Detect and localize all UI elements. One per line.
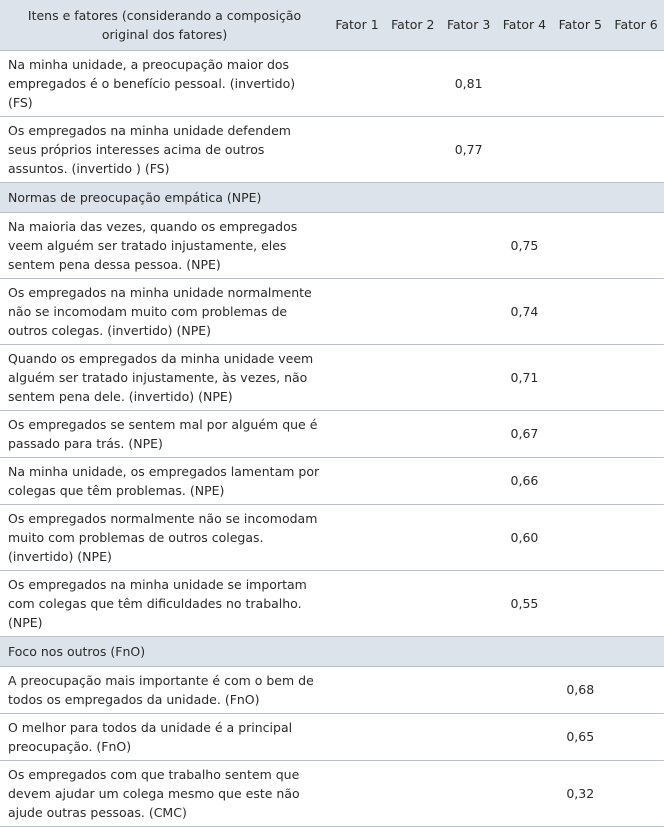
loading-fator-6 xyxy=(608,278,664,344)
table-row xyxy=(0,410,664,457)
header-fator-5: Fator 5 xyxy=(558,17,602,33)
loading-fator-4 xyxy=(497,50,553,116)
table-row xyxy=(0,212,664,278)
item-text: Na maioria das vezes, quando os empregados veem alguém ser tratado injustamente, eles sentem pena dessa pessoa. (NPE) xyxy=(8,218,298,272)
loading-fator-1 xyxy=(329,116,385,182)
loading-fator-5 xyxy=(552,50,608,116)
table-row xyxy=(0,570,664,636)
loading-fator-6 xyxy=(608,570,664,636)
loading-fator-5 xyxy=(552,116,608,182)
header-fator-4: Fator 4 xyxy=(502,17,547,33)
table-row xyxy=(0,278,664,344)
loading-fator-4: 0,67 xyxy=(510,426,539,441)
loading-fator-4 xyxy=(497,116,553,182)
loading-fator-1 xyxy=(329,760,385,826)
loading-fator-2 xyxy=(385,457,441,504)
loading-fator-4: 0,66 xyxy=(510,473,539,488)
table-body xyxy=(0,50,664,826)
loading-fator-5 xyxy=(552,410,608,457)
item-text: Os empregados na minha unidade defendem seus próprios interesses acima de outros assuntos. (invertido ) (FS) xyxy=(8,122,291,176)
loading-fator-1 xyxy=(329,50,385,116)
header-fator-2: Fator 2 xyxy=(391,17,435,33)
item-text: Na minha unidade, os empregados lamentam por colegas que têm problemas. (NPE) xyxy=(8,463,320,498)
loading-fator-6 xyxy=(608,504,664,570)
header-fator-1: Fator 1 xyxy=(335,17,379,33)
loading-fator-5 xyxy=(552,457,608,504)
loading-fator-5: 0,32 xyxy=(566,785,595,801)
loading-fator-1 xyxy=(329,570,385,636)
loading-fator-4: 0,74 xyxy=(510,303,539,319)
table-row xyxy=(0,116,664,182)
loading-fator-4: 0,71 xyxy=(510,369,539,385)
loading-fator-6 xyxy=(608,116,664,182)
loading-fator-3: 0,77 xyxy=(454,141,483,157)
loading-fator-4: 0,60 xyxy=(510,529,539,545)
loading-fator-4: 0,75 xyxy=(510,237,539,253)
item-text: Quando os empregados da minha unidade veem alguém ser tratado injustamente, às vezes, não sentem pena dele. (invertido) (NPE) xyxy=(8,350,314,404)
loading-fator-2 xyxy=(385,504,441,570)
loading-fator-3 xyxy=(441,344,497,410)
item-text: Os empregados com que trabalho sentem que devem ajudar um colega mesmo que este não ajude outras pessoas. (CMC) xyxy=(8,766,300,820)
header-row xyxy=(0,0,664,50)
header-items: Itens e fatores (considerando a composição original dos fatores) xyxy=(27,7,302,42)
table-row xyxy=(0,713,664,760)
loading-fator-1 xyxy=(329,457,385,504)
loading-fator-3 xyxy=(441,570,497,636)
loading-fator-2 xyxy=(385,278,441,344)
loading-fator-4 xyxy=(497,713,553,760)
item-text: O melhor para todos da unidade é a principal preocupação. (FnO) xyxy=(8,719,293,754)
loading-fator-5: 0,65 xyxy=(566,729,595,744)
loading-fator-6 xyxy=(608,410,664,457)
loading-fator-3 xyxy=(441,457,497,504)
loading-fator-3 xyxy=(441,666,497,713)
loading-fator-4 xyxy=(497,666,553,713)
loading-fator-3 xyxy=(441,410,497,457)
loading-fator-1 xyxy=(329,212,385,278)
loading-fator-5 xyxy=(552,212,608,278)
loading-fator-3 xyxy=(441,760,497,826)
section-label: Foco nos outros (FnO) xyxy=(8,643,146,659)
loading-fator-6 xyxy=(608,713,664,760)
loading-fator-1 xyxy=(329,666,385,713)
loading-fator-4 xyxy=(497,760,553,826)
loading-fator-2 xyxy=(385,116,441,182)
loading-fator-1 xyxy=(329,278,385,344)
item-text: Na minha unidade, a preocupação maior dos empregados é o benefício pessoal. (invertido) (FS) xyxy=(8,56,296,110)
header-fator-3: Fator 3 xyxy=(446,17,491,33)
table-row xyxy=(0,50,664,116)
loading-fator-6 xyxy=(608,666,664,713)
loading-fator-2 xyxy=(385,760,441,826)
loading-fator-1 xyxy=(329,410,385,457)
loading-fator-2 xyxy=(385,50,441,116)
section-row xyxy=(0,636,664,666)
loading-fator-4: 0,55 xyxy=(510,595,539,611)
loading-fator-3 xyxy=(441,713,497,760)
table-header xyxy=(0,0,664,50)
loading-fator-1 xyxy=(329,344,385,410)
loading-fator-5 xyxy=(552,344,608,410)
item-text: Os empregados na minha unidade se importam com colegas que têm dificuldades no trabalho. (NPE) xyxy=(8,576,307,630)
loading-fator-5 xyxy=(552,278,608,344)
loading-fator-5 xyxy=(552,504,608,570)
loading-fator-5 xyxy=(552,570,608,636)
table-row xyxy=(0,457,664,504)
section-label: Normas de preocupação empática (NPE) xyxy=(8,189,262,205)
item-text: Os empregados na minha unidade normalmente não se incomodam muito com problemas de outros colegas. (invertido) (NPE) xyxy=(8,284,312,338)
loading-fator-3 xyxy=(441,504,497,570)
loading-fator-6 xyxy=(608,760,664,826)
loading-fator-6 xyxy=(608,344,664,410)
table-row xyxy=(0,760,664,826)
loading-fator-1 xyxy=(329,504,385,570)
table-row xyxy=(0,504,664,570)
table-row xyxy=(0,666,664,713)
item-text: Os empregados normalmente não se incomodam muito com problemas de outros colegas. (invertido) (NPE) xyxy=(8,510,318,564)
loading-fator-2 xyxy=(385,410,441,457)
loading-fator-2 xyxy=(385,344,441,410)
loading-fator-3 xyxy=(441,278,497,344)
loading-fator-3 xyxy=(441,212,497,278)
loading-fator-6 xyxy=(608,212,664,278)
section-row xyxy=(0,182,664,212)
table-row xyxy=(0,344,664,410)
loading-fator-6 xyxy=(608,457,664,504)
loading-fator-2 xyxy=(385,666,441,713)
loading-fator-5: 0,68 xyxy=(566,682,595,697)
item-text: A preocupação mais importante é com o bem de todos os empregados da unidade. (FnO) xyxy=(8,672,314,707)
loading-fator-3: 0,81 xyxy=(454,75,483,91)
loading-fator-1 xyxy=(329,713,385,760)
item-text: Os empregados se sentem mal por alguém que é passado para trás. (NPE) xyxy=(8,416,318,451)
header-fator-6: Fator 6 xyxy=(614,17,658,33)
loading-fator-6 xyxy=(608,50,664,116)
loading-fator-2 xyxy=(385,570,441,636)
loading-fator-2 xyxy=(385,212,441,278)
loading-fator-2 xyxy=(385,713,441,760)
